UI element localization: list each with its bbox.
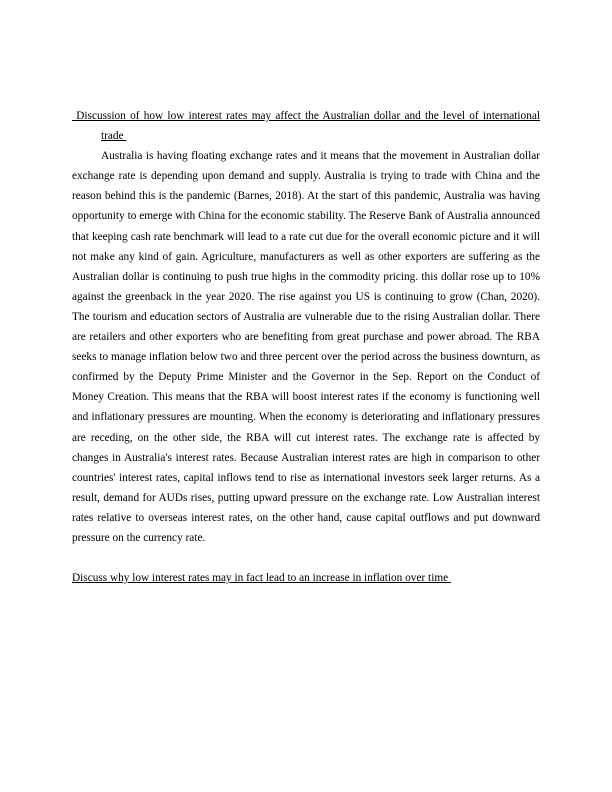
section-heading-text: Discussion of how low interest rates may affect the Australian dollar and the level of international trade [76,110,541,143]
document-body [72,106,540,588]
section-heading-exchange-rate-trade [72,106,540,146]
paragraph-spacer [72,548,540,568]
section-heading-text: Discuss why low interest rates may in fact lead to an increase in inflation over time [72,572,449,585]
section-heading-inflation [72,568,540,588]
body-paragraph: Australia is having floating exchange rates and it means that the movement in Australian dollar exchange rate is depending upon demand and supply. Australia is trying to trade with China and the reason behind this is the pandemic (Barnes, 2018). At the start of this pandemic, Australia was having opportunity to emerge with China for the economic stability. The Reserve Bank of Australia announced that keeping cash rate benchmark will lead to a rate cut due for the overall economic picture and it will not make any kind of gain. Agriculture, manufacturers as well as other exporters are suffering as the Australian dollar is continuing to push true highs in the commodity pricing. this dollar rose up to 10% against the greenback in the year 2020. The rise against you US is continuing to grow (Chan, 2020). The tourism and education sectors of Australia are vulnerable due to the rising Australian dollar. There are retailers and other exporters who are benefiting from great purchase and power abroad. The RBA seeks to manage inflation below two and three percent over the period across the business downturn, as confirmed by the Deputy Prime Minister and the Governor in the Sep. Report on the Conduct of Money Creation. This means that the RBA will boost interest rates if the economy is functioning well and inflationary pressures are mounting. When the economy is deteriorating and inflationary pressures are receding, on the other side, the RBA will cut interest rates. The exchange rate is affected by changes in Australia's interest rates. Because Australian interest rates are high in comparison to other countries' interest rates, capital inflows tend to rise as international investors seek larger returns. As a result, demand for AUDs rises, putting upward pressure on the exchange rate. Low Australian interest rates relative to overseas interest rates, on the other hand, cause capital outflows and put downward pressure on the currency rate. [72,150,540,544]
